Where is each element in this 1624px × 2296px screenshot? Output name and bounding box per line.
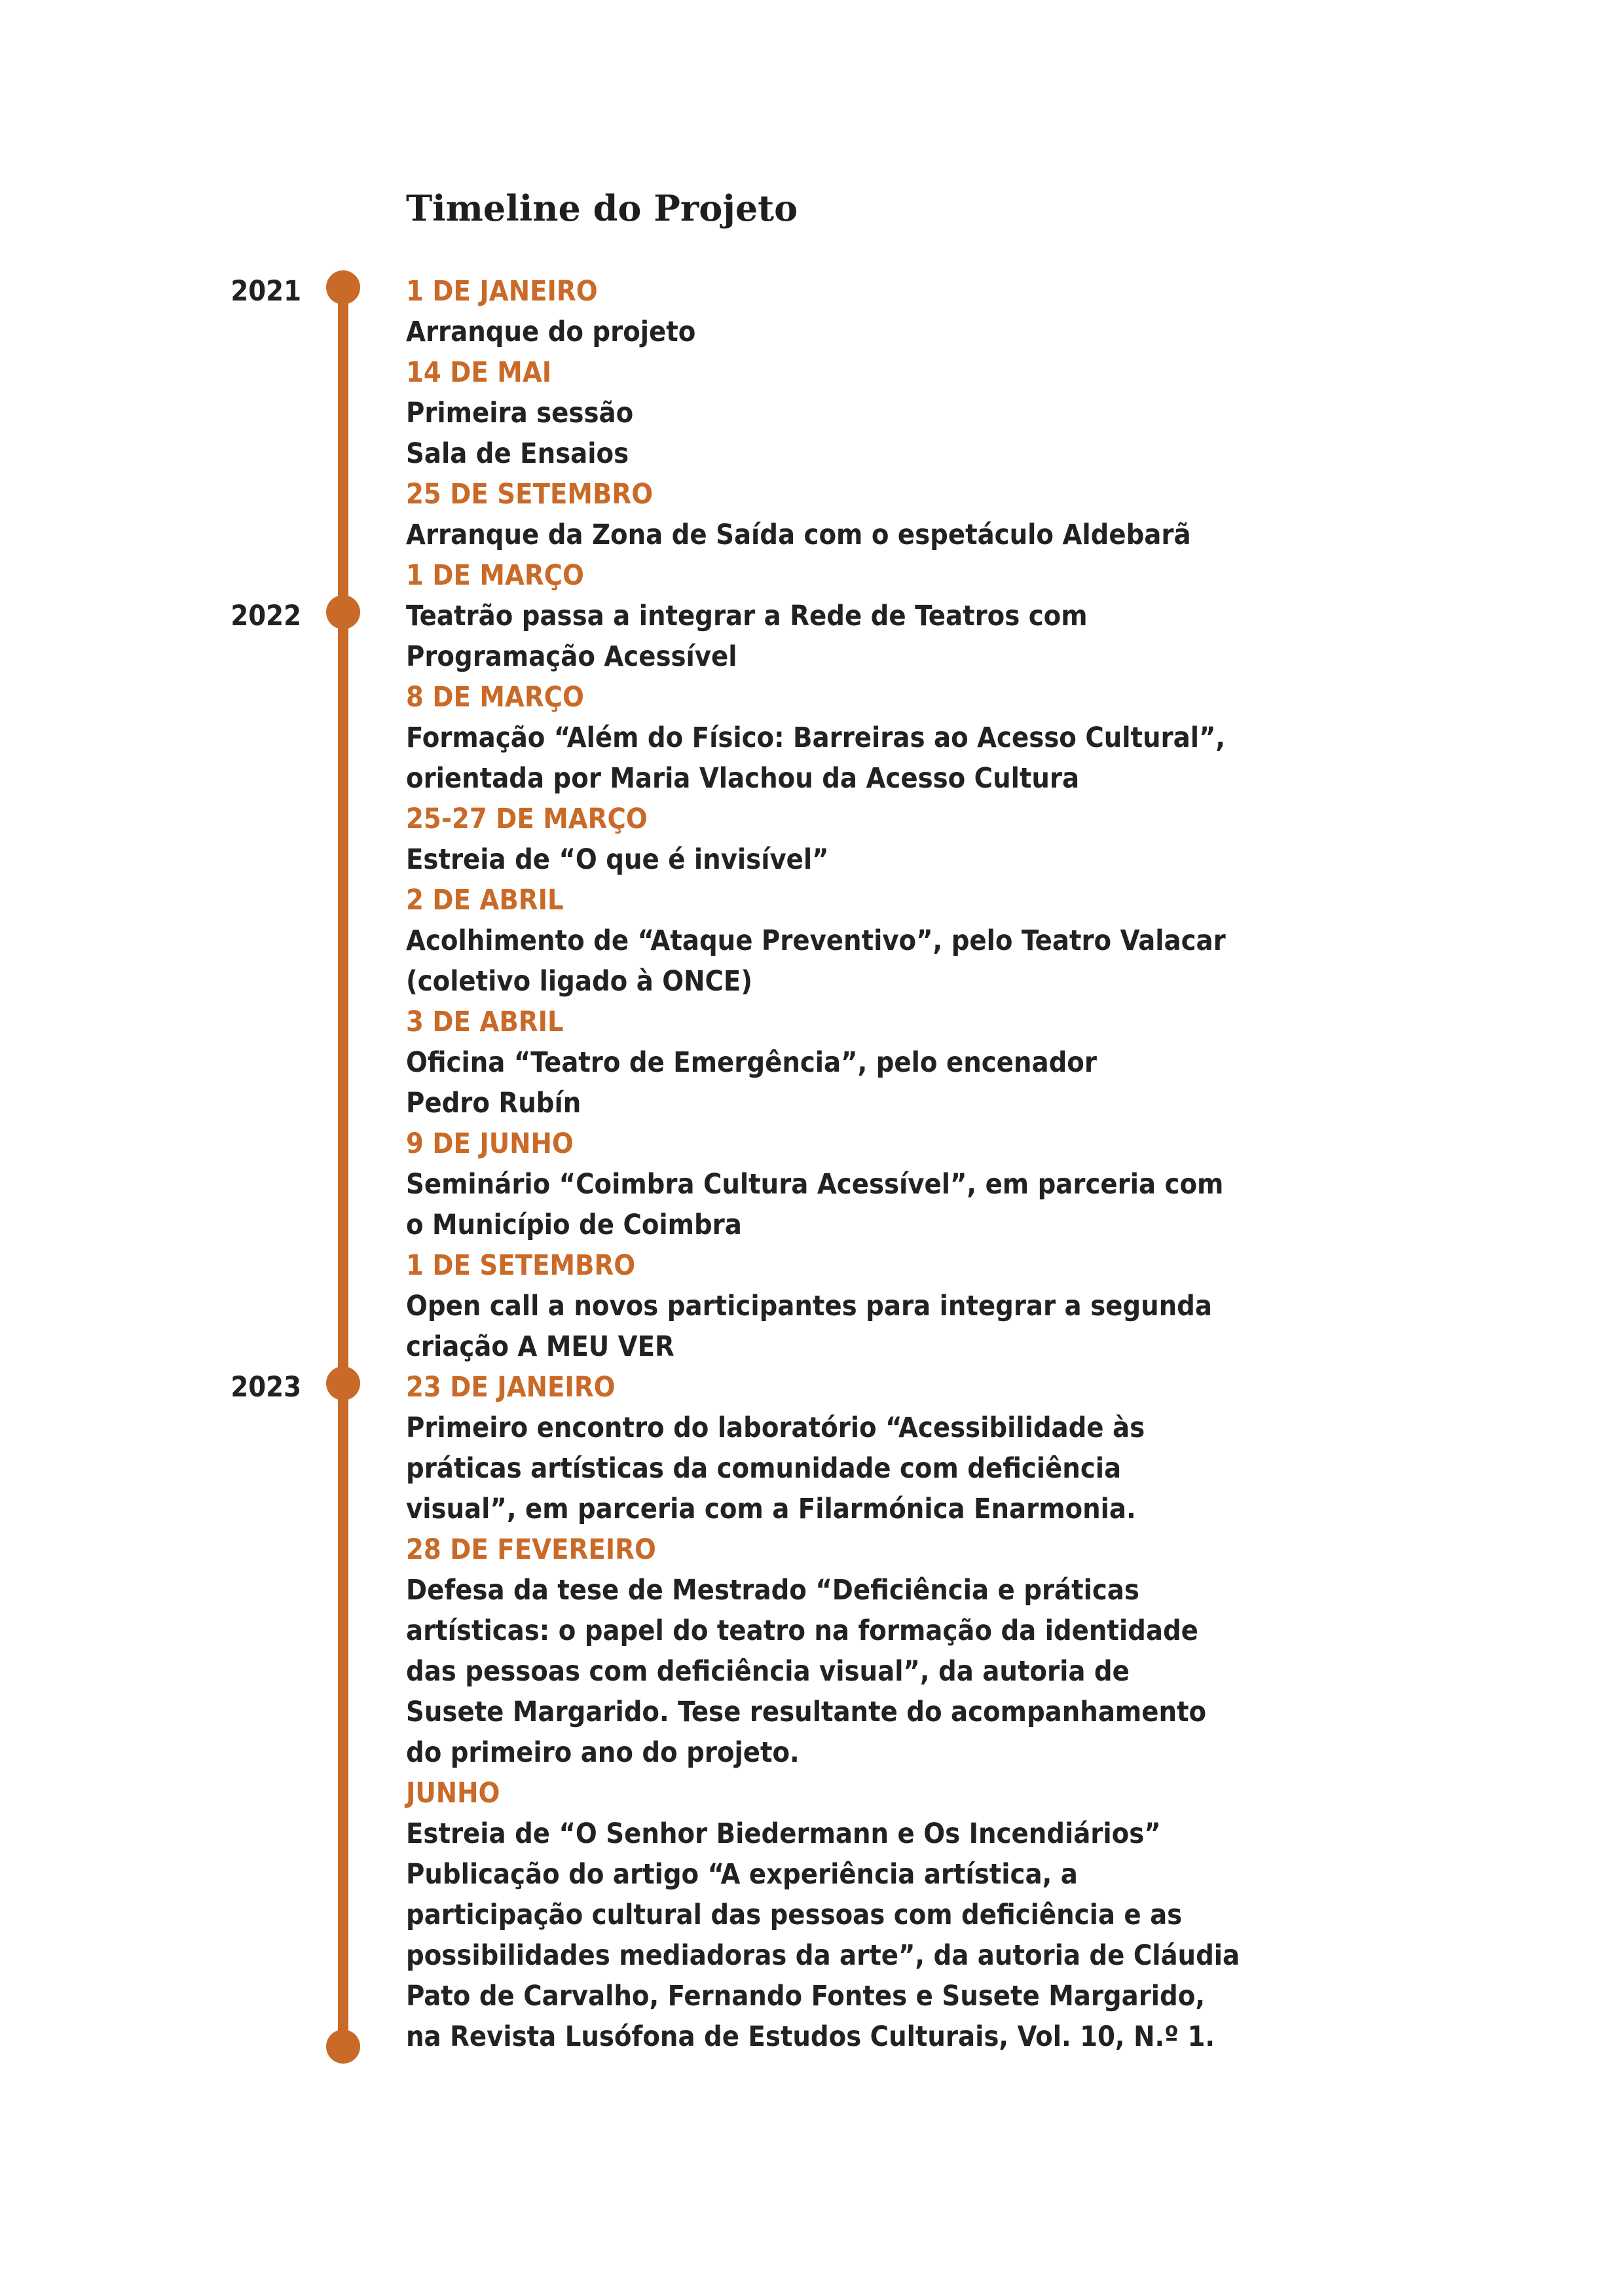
event-description-line: o Município de Coimbra xyxy=(406,1209,742,1241)
event-description-line: Arranque do projeto xyxy=(406,316,696,348)
timeline-node-2023 xyxy=(326,1366,360,1400)
timeline-event xyxy=(406,474,1192,555)
page-title: Timeline do Projeto xyxy=(406,187,798,229)
timeline-event xyxy=(406,1529,1207,1773)
event-description-line: das pessoas com deficiência visual”, da autoria de xyxy=(406,1655,1130,1688)
event-description-line: Formação “Além do Físico: Barreiras ao Acesso Cultural”, xyxy=(406,721,1226,754)
event-description-line: (coletivo ligado à ONCE) xyxy=(406,965,753,998)
event-description-line: Primeira sessão xyxy=(406,397,634,429)
year-label-2021: 2021 xyxy=(231,275,301,308)
event-date: 14 DE MAI xyxy=(406,356,552,389)
event-date: 25-27 DE MARÇO xyxy=(406,803,648,835)
timeline-event xyxy=(406,1245,1212,1367)
event-description-line: artísticas: o papel do teatro na formação da identidade xyxy=(406,1614,1198,1647)
timeline-event xyxy=(406,1002,1192,1123)
event-date: 1 DE JANEIRO xyxy=(406,275,598,308)
timeline-event xyxy=(406,1123,1224,1245)
year-label-2022: 2022 xyxy=(231,600,301,632)
event-date: 25 DE SETEMBRO xyxy=(406,478,654,511)
timeline-event xyxy=(406,1367,1192,1529)
event-description-line: Estreia de “O que é invisível” xyxy=(406,843,829,876)
timeline-node-2021 xyxy=(326,270,360,304)
event-description-line: Estreia de “O Senhor Biedermann e Os Incendiários” xyxy=(406,1817,1161,1850)
event-description-line: possibilidades mediadoras da arte”, da autoria de Cláudia xyxy=(406,1939,1240,1972)
event-description-line: Primeiro encontro do laboratório “Acessibilidade às xyxy=(406,1412,1145,1444)
event-description-line: Defesa da tese de Mestrado “Deficiência e práticas xyxy=(406,1574,1139,1607)
event-description-line: Publicação do artigo “A experiência artística, a xyxy=(406,1858,1078,1891)
event-description-line: Susete Margarido. Tese resultante do acompanhamento xyxy=(406,1696,1207,1728)
timeline-event xyxy=(406,1773,1240,2057)
timeline-event xyxy=(406,799,1192,880)
event-description-line: orientada por Maria Vlachou da Acesso Cultura xyxy=(406,762,1080,795)
timeline-event xyxy=(406,271,1192,352)
event-description-line: Oficina “Teatro de Emergência”, pelo encenador xyxy=(406,1046,1097,1079)
event-date: JUNHO xyxy=(406,1777,500,1810)
timeline-node-2022 xyxy=(326,595,360,629)
event-description-line: Open call a novos participantes para integrar a segunda xyxy=(406,1290,1212,1322)
event-description-line: Sala de Ensaios xyxy=(406,437,629,470)
event-description-line: participação cultural das pessoas com deficiência e as xyxy=(406,1899,1183,1931)
event-description-line: criação A MEU VER xyxy=(406,1330,674,1363)
event-date: 9 DE JUNHO xyxy=(406,1127,574,1160)
timeline-axis xyxy=(338,284,348,2052)
event-description-line: Pato de Carvalho, Fernando Fontes e Susete Margarido, xyxy=(406,1980,1206,2013)
event-description-line: Programação Acessível xyxy=(406,640,737,673)
event-description-line: Seminário “Coimbra Cultura Acessível”, em parceria com xyxy=(406,1168,1224,1201)
event-date: 3 DE ABRIL xyxy=(406,1006,564,1038)
event-date: 23 DE JANEIRO xyxy=(406,1371,616,1404)
event-description-line: visual”, em parceria com a Filarmónica Enarmonia. xyxy=(406,1493,1136,1525)
timeline-event xyxy=(406,555,1192,677)
event-date: 1 DE MARÇO xyxy=(406,559,584,592)
event-description-line: Pedro Rubín xyxy=(406,1087,581,1120)
event-date: 2 DE ABRIL xyxy=(406,884,564,917)
event-date: 1 DE SETEMBRO xyxy=(406,1249,636,1282)
timeline-events xyxy=(406,271,1240,2057)
event-description-line: práticas artísticas da comunidade com deficiência xyxy=(406,1452,1122,1485)
event-description-line: Acolhimento de “Ataque Preventivo”, pelo Teatro Valacar xyxy=(406,924,1226,957)
year-label-2023: 2023 xyxy=(231,1371,301,1404)
event-date: 28 DE FEVEREIRO xyxy=(406,1533,656,1566)
event-description-line: Arranque da Zona de Saída com o espetáculo Aldebarã xyxy=(406,519,1191,551)
timeline-node-end xyxy=(326,2030,360,2064)
event-description-line: Teatrão passa a integrar a Rede de Teatros com xyxy=(406,600,1088,632)
timeline-event xyxy=(406,352,1192,474)
timeline-event xyxy=(406,677,1226,799)
event-description-line: na Revista Lusófona de Estudos Culturais, Vol. 10, N.º 1. xyxy=(406,2020,1215,2053)
timeline-event xyxy=(406,880,1226,1002)
event-description-line: do primeiro ano do projeto. xyxy=(406,1736,800,1769)
event-date: 8 DE MARÇO xyxy=(406,681,584,714)
